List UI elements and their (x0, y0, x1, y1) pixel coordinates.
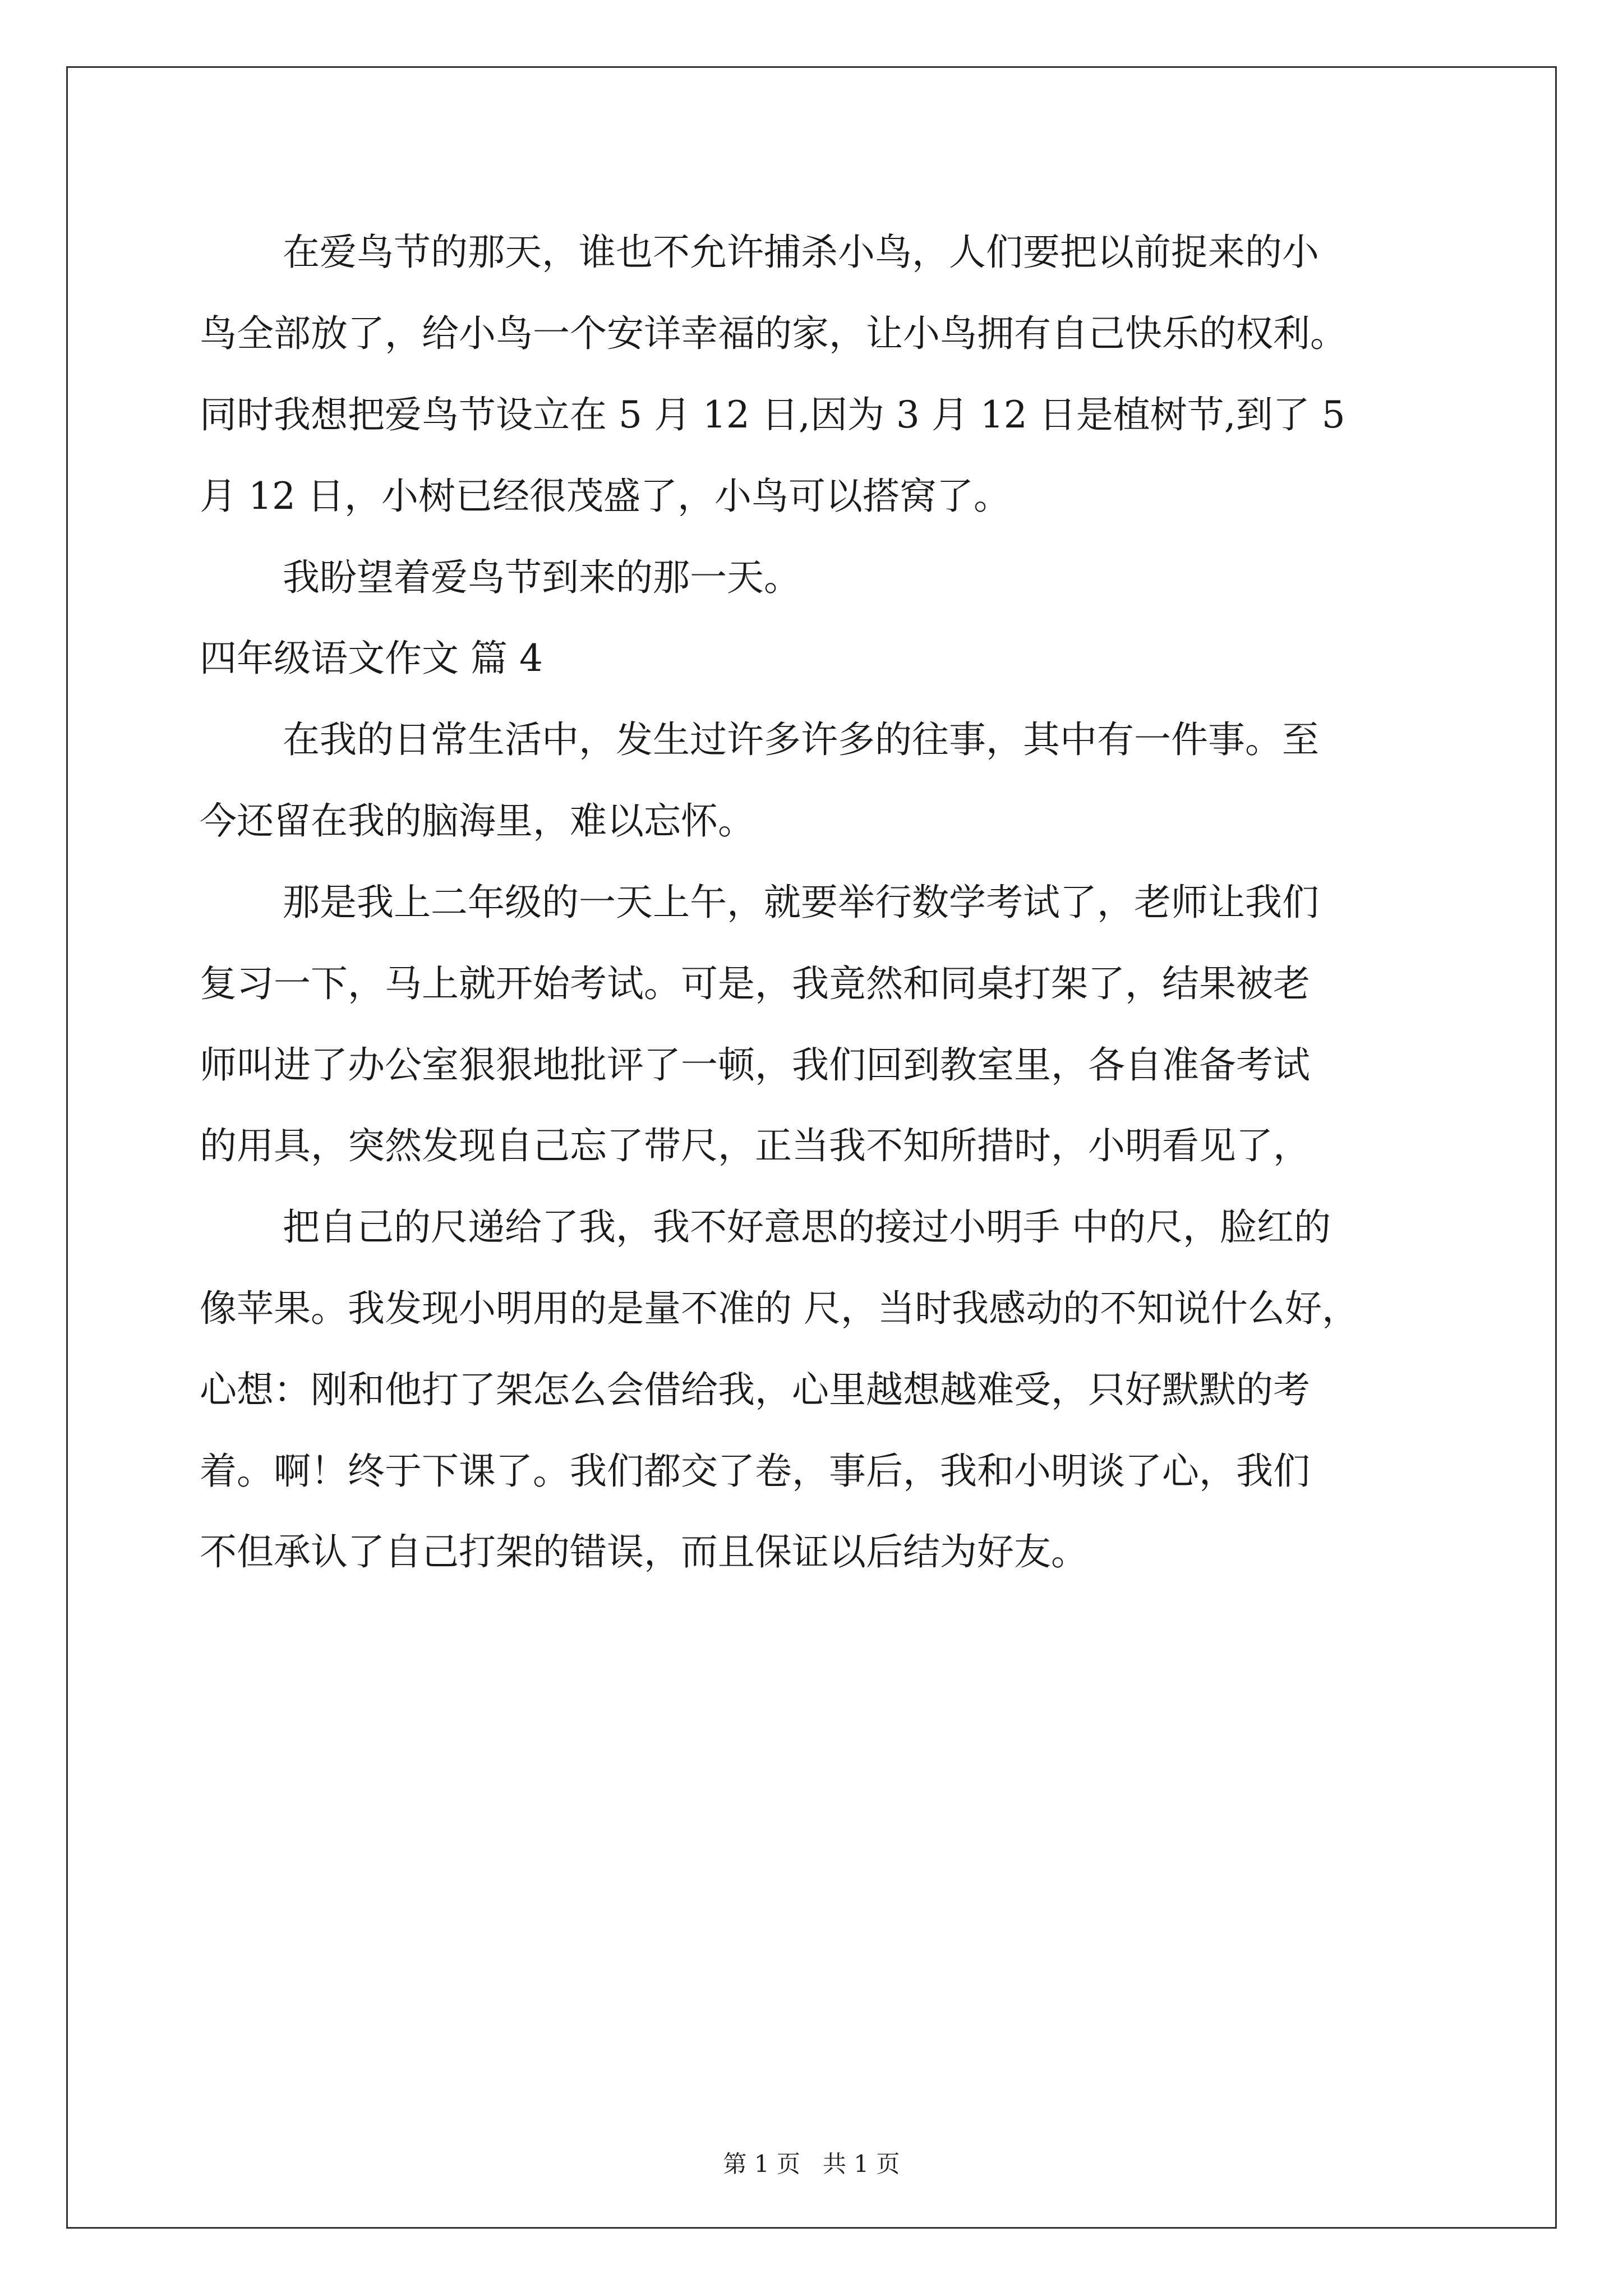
paragraph-line: 把自己的尺递给了我，我不好意思的接过小明手 中的尺，脸红的 (283, 1205, 1331, 1249)
paragraph-line: 不但承认了自己打架的错误，而且保证以后结为好友。 (200, 1530, 1088, 1573)
paragraph-line: 像苹果。我发现小明用的是量不准的 尺，当时我感动的不知说什么好， (200, 1287, 1359, 1330)
paragraph-line: 着。啊！终于下课了。我们都交了卷，事后，我和小明谈了心，我们 (200, 1450, 1310, 1493)
paragraph-line: 那是我上二年级的一天上午，就要举行数学考试了，老师让我们 (283, 881, 1319, 924)
paragraph-line: 同时我想把爱鸟节设立在 5 月 12 日,因为 3 月 12 日是植树节,到了 5 (200, 393, 1345, 436)
paragraph-line: 我盼望着爱鸟节到来的那一天。 (283, 556, 801, 599)
paragraph-line: 师叫进了办公室狠狠地批评了一顿，我们回到教室里，各自准备考试 (200, 1043, 1310, 1087)
paragraph-line: 在爱鸟节的那天，谁也不允许捕杀小鸟，人们要把以前捉来的小 (283, 231, 1319, 274)
page-number-footer: 第 1 页 共 1 页 (723, 2150, 900, 2178)
paragraph-line: 月 12 日，小树已经很茂盛了，小鸟可以搭窝了。 (200, 475, 1011, 518)
paragraph-line: 复习一下，马上就开始考试。可是，我竟然和同桌打架了，结果被老 (200, 962, 1310, 1005)
paragraph-line: 心想：刚和他打了架怎么会借给我，心里越想越难受，只好默默的考 (200, 1368, 1310, 1411)
paragraph-line: 的用具，突然发现自己忘了带尺，正当我不知所措时，小明看见了， (200, 1124, 1310, 1167)
section-heading: 四年级语文作文 篇 4 (200, 637, 543, 680)
paragraph-line: 今还留在我的脑海里，难以忘怀。 (200, 799, 755, 843)
paragraph-line: 在我的日常生活中，发生过许多许多的往事，其中有一件事。至 (283, 718, 1319, 761)
paragraph-line: 鸟全部放了，给小鸟一个安详幸福的家，让小鸟拥有自己快乐的权利。 (200, 312, 1347, 355)
